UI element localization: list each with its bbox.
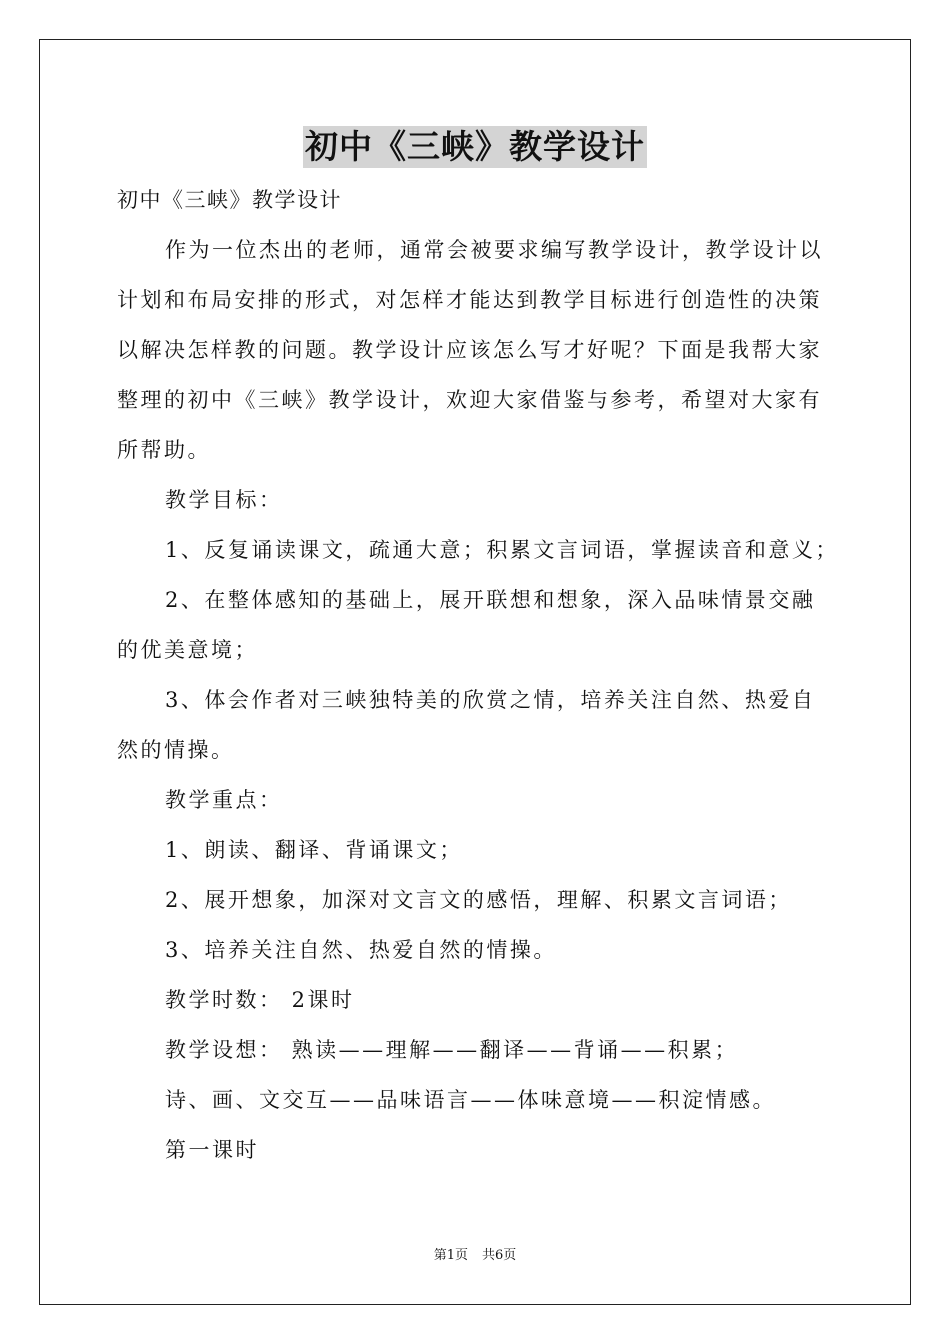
page-total: 共6页: [482, 1248, 517, 1263]
body-line: 作为一位杰出的老师，通常会被要求编写教学设计，教学设计以: [165, 238, 823, 262]
section-heading: 教学目标：: [165, 488, 283, 512]
list-item: 3、体会作者对三峡独特美的欣赏之情，培养关注自然、热爱自: [165, 688, 816, 712]
list-item-continuation: 然的情操。: [117, 738, 235, 762]
body-line: 初中《三峡》教学设计: [117, 188, 342, 212]
page-footer: [0, 1246, 950, 1266]
list-item: 2、在整体感知的基础上，展开联想和想象，深入品味情景交融: [165, 588, 816, 612]
document-title: 初中《三峡》教学设计: [305, 127, 645, 166]
list-item: 3、培养关注自然、热爱自然的情操。: [165, 938, 557, 962]
page-number: 第1页: [433, 1248, 468, 1263]
teaching-plan-continuation: 诗、画、文交互——品味语言——体味意境——积淀情感。: [165, 1088, 776, 1112]
document-body: [117, 175, 837, 1175]
section-heading: 教学重点：: [165, 788, 283, 812]
teaching-hours: 教学时数： 2课时: [165, 988, 355, 1012]
body-line: 计划和布局安排的形式，对怎样才能达到教学目标进行创造性的决策: [117, 288, 822, 312]
title-container: [0, 126, 950, 168]
body-line: 整理的初中《三峡》教学设计，欢迎大家借鉴与参考，希望对大家有: [117, 388, 822, 412]
teaching-plan: 教学设想： 熟读——理解——翻译——背诵——积累；: [165, 1038, 739, 1062]
list-item-continuation: 的优美意境；: [117, 638, 258, 662]
body-line: 所帮助。: [117, 438, 211, 462]
list-item: 1、反复诵读课文，疏通大意；积累文言词语，掌握读音和意义；: [165, 538, 839, 562]
list-item: 2、展开想象，加深对文言文的感悟，理解、积累文言词语；: [165, 888, 792, 912]
list-item: 1、朗读、翻译、背诵课文；: [165, 838, 463, 862]
body-line: 以解决怎样教的问题。教学设计应该怎么写才好呢？下面是我帮大家: [117, 338, 822, 362]
lesson-heading: 第一课时: [165, 1138, 259, 1162]
